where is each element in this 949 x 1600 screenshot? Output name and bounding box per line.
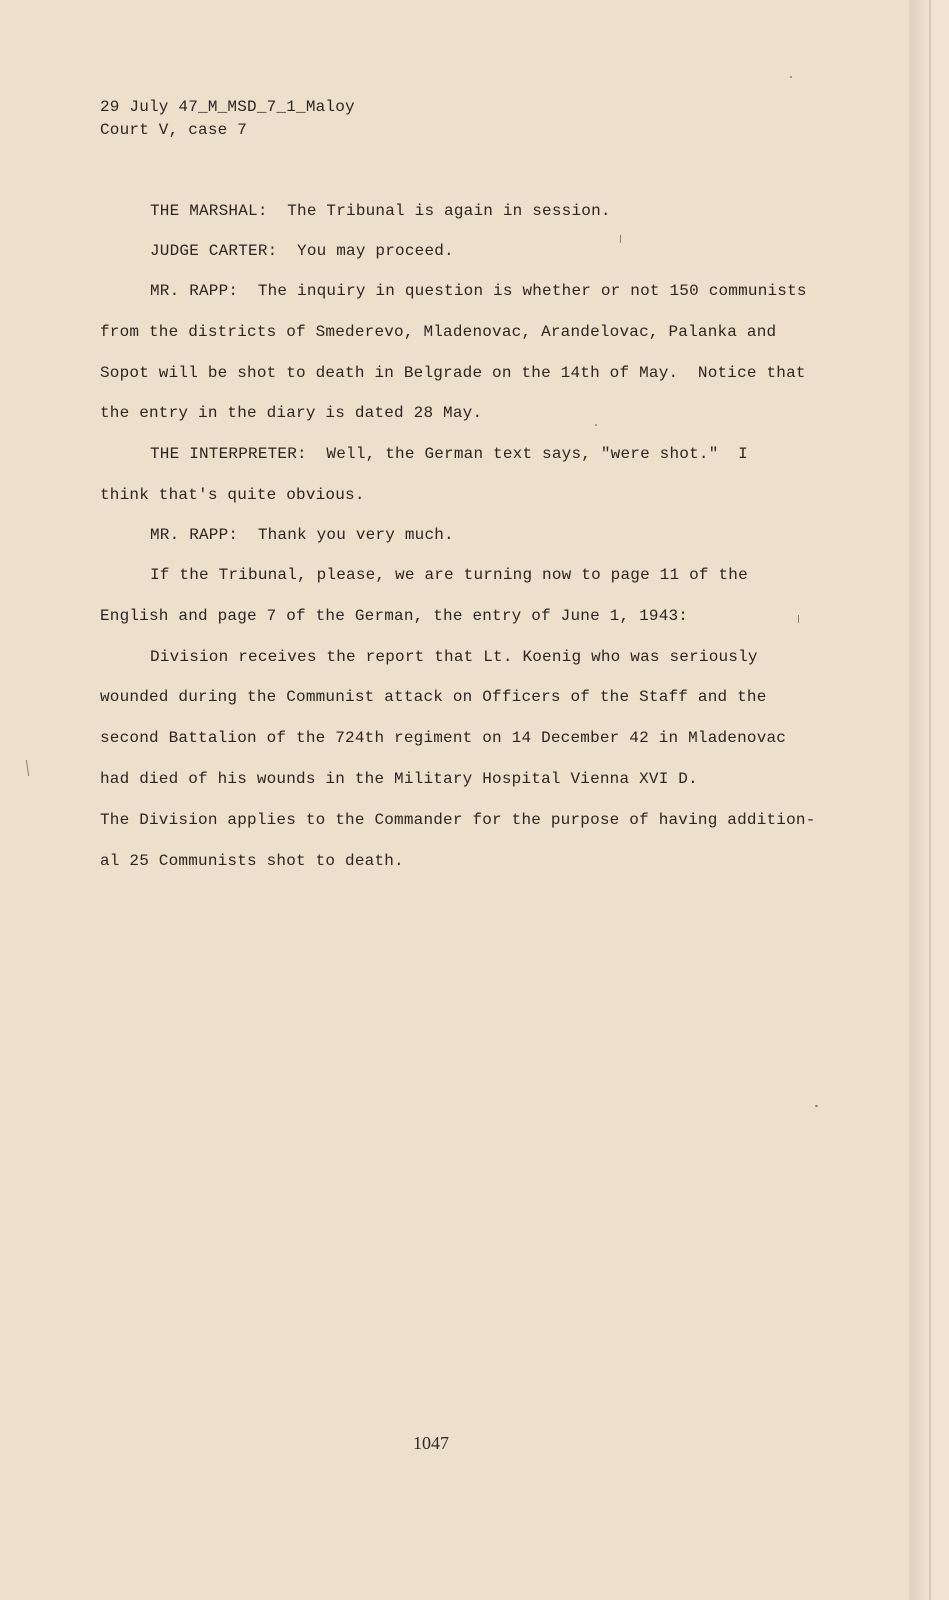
paper-speck xyxy=(815,1105,818,1107)
transcript-line-15: had died of his wounds in the Military Hospital Vienna XVI D. xyxy=(100,770,698,788)
transcript-line-13: wounded during the Communist attack on Officers of the Staff and the xyxy=(100,688,767,706)
page-edge-shadow xyxy=(909,0,929,1600)
transcript-line-9: MR. RAPP: Thank you very much. xyxy=(150,526,454,544)
transcript-line-5: Sopot will be shot to death in Belgrade on the 14th of May. Notice that xyxy=(100,364,806,382)
transcript-line-14: second Battalion of the 724th regiment on 14 December 42 in Mladenovac xyxy=(100,729,787,747)
paper-scratch xyxy=(26,760,29,776)
transcript-line-7: THE INTERPRETER: Well, the German text says, "were shot." I xyxy=(150,445,748,463)
paper-scratch xyxy=(620,235,621,243)
transcript-line-16: The Division applies to the Commander for the purpose of having addition- xyxy=(100,811,816,829)
paper-speck xyxy=(595,424,597,426)
header-line-1: 29 July 47_M_MSD_7_1_Maloy xyxy=(100,98,355,116)
transcript-line-4: from the districts of Smederevo, Mladenovac, Arandelovac, Palanka and xyxy=(100,323,777,341)
transcript-line-1: THE MARSHAL: The Tribunal is again in session. xyxy=(150,202,611,220)
transcript-line-6: the entry in the diary is dated 28 May. xyxy=(100,404,483,422)
transcript-line-3: MR. RAPP: The inquiry in question is whether or not 150 communists xyxy=(150,282,807,300)
transcript-line-10: If the Tribunal, please, we are turning now to page 11 of the xyxy=(150,566,748,584)
paper-speck xyxy=(790,76,792,78)
transcript-line-11: English and page 7 of the German, the entry of June 1, 1943: xyxy=(100,607,689,625)
page-number: 1047 xyxy=(413,1433,449,1453)
transcript-line-8: think that's quite obvious. xyxy=(100,486,365,504)
transcript-line-17: al 25 Communists shot to death. xyxy=(100,852,404,870)
paper-scratch xyxy=(798,615,799,623)
header-line-2: Court V, case 7 xyxy=(100,121,248,139)
transcript-line-12: Division receives the report that Lt. Koenig who was seriously xyxy=(150,648,758,666)
transcript-line-2: JUDGE CARTER: You may proceed. xyxy=(150,242,454,260)
